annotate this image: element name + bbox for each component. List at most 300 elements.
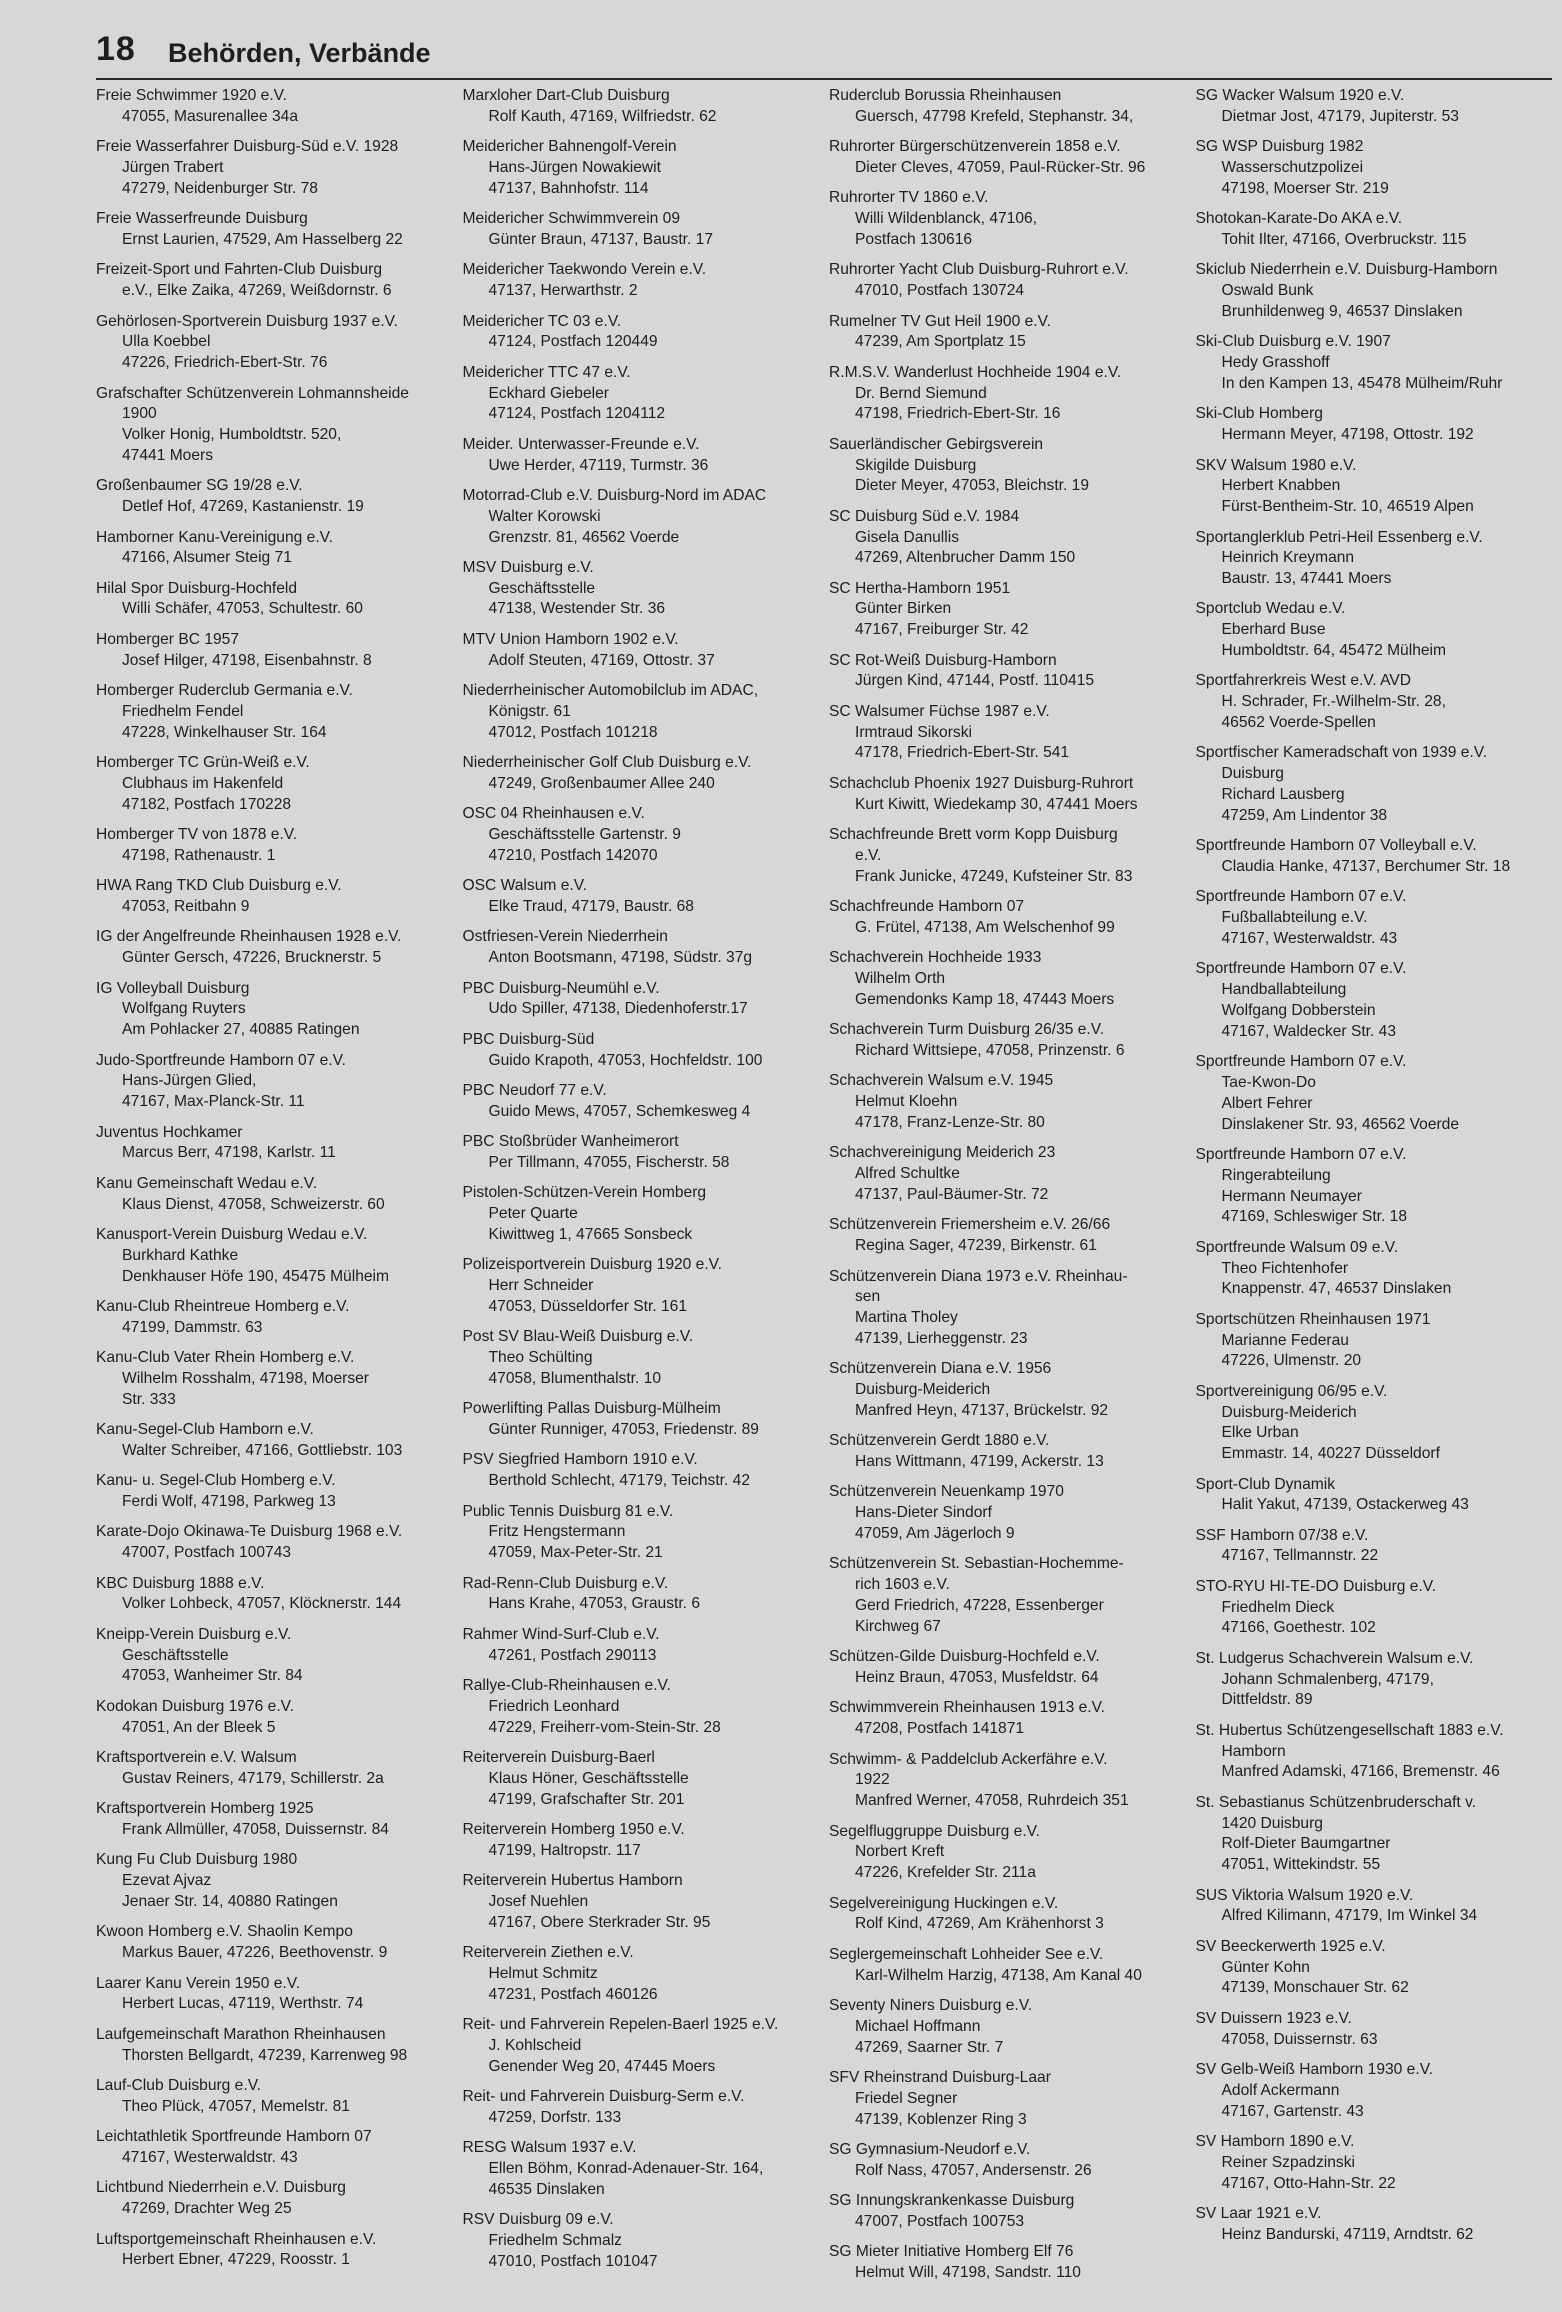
section-title: Behörden, Verbände [168, 38, 431, 68]
entry-name: Schachfreunde Hamborn 07 [829, 898, 1025, 916]
entry-detail-line: Adolf Ackermann [1221, 2081, 1340, 2099]
entry-detail-line: 46535 Dinslaken [488, 2180, 605, 2198]
entry-name: Kanusport-Verein Duisburg Wedau e.V. [96, 1225, 368, 1243]
directory-entry [829, 1822, 1178, 1884]
column-3 [829, 86, 1178, 2294]
directory-entry [96, 1697, 445, 1739]
directory-entry [96, 476, 445, 518]
directory-entry [96, 137, 445, 199]
entry-detail-line: 47010, Postfach 101047 [488, 2252, 658, 2270]
column-1 [96, 86, 445, 2294]
directory-entry [463, 1183, 812, 1245]
entry-detail-line: Volker Honig, Humboldtstr. 520, [122, 426, 342, 444]
entry-name: Schützenverein Neuenkamp 1970 [829, 1483, 1064, 1501]
entry-detail-line: Oswald Bunk [1221, 282, 1314, 300]
directory-entry [463, 1871, 812, 1933]
directory-entry [1196, 959, 1545, 1042]
directory-entry [463, 979, 812, 1021]
entry-detail-line: Günter Birken [855, 600, 952, 618]
entry-detail-line: Burkhard Kathke [122, 1246, 239, 1264]
entry-detail-line: 47199, Dammstr. 63 [122, 1318, 263, 1336]
entry-detail-line: Rolf Kauth, 47169, Wilfriedstr. 62 [488, 107, 717, 125]
directory-entry [463, 1820, 812, 1862]
entry-name: Rad-Renn-Club Duisburg e.V. [462, 1574, 669, 1592]
entry-detail-line: Postfach 130616 [855, 230, 973, 248]
entry-detail-line: 47269, Drachter Weg 25 [122, 2200, 292, 2218]
entry-detail-line: Theo Schülting [488, 1349, 593, 1367]
entry-detail-line: Kirchweg 67 [855, 1617, 941, 1635]
entry-detail-line: sen [855, 1288, 881, 1306]
directory-entry [463, 753, 812, 795]
entry-detail-line: Guersch, 47798 Krefeld, Stephanstr. 34, [855, 107, 1134, 125]
entry-name: Kraftsportverein Homberg 1925 [96, 1800, 314, 1818]
entry-detail-line: Helmut Kloehn [855, 1093, 958, 1111]
entry-detail-line: Friedhelm Dieck [1221, 1598, 1335, 1616]
directory-entry [829, 2242, 1178, 2284]
entry-name: Kanu Gemeinschaft Wedau e.V. [96, 1174, 318, 1192]
directory-entry [463, 558, 812, 620]
entry-detail-line: Brunhildenweg 9, 46537 Dinslaken [1221, 302, 1463, 320]
entry-detail-line: 47269, Altenbrucher Damm 150 [855, 549, 1076, 567]
entry-detail-line: e.V. [855, 846, 882, 864]
entry-name: Kneipp-Verein Duisburg e.V. [96, 1625, 292, 1643]
entry-name: Sportclub Wedau e.V. [1195, 600, 1346, 618]
entry-detail-line: Elke Urban [1221, 1424, 1299, 1442]
directory-entry [96, 753, 445, 815]
entry-name: Leichtathletik Sportfreunde Hamborn 07 [96, 2128, 372, 2146]
entry-detail-line: Marianne Federau [1221, 1331, 1349, 1349]
entry-name: Schützenverein Diana 1973 e.V. Rheinhau- [829, 1267, 1128, 1285]
directory-entry [463, 209, 812, 251]
directory-entry [1196, 599, 1545, 661]
entry-detail-line: 47051, Wittekindstr. 55 [1221, 1856, 1381, 1874]
directory-entry [96, 384, 445, 467]
entry-name: HWA Rang TKD Club Duisburg e.V. [96, 877, 342, 895]
directory-entry [463, 260, 812, 302]
column-4 [1196, 86, 1545, 2294]
directory-entry [96, 1051, 445, 1113]
entry-detail-line: Eberhard Buse [1221, 621, 1326, 639]
entry-detail-line: Martina Tholey [855, 1309, 958, 1327]
entry-detail-line: 47053, Reitbahn 9 [122, 898, 250, 916]
directory-entry [463, 1255, 812, 1317]
directory-entry [96, 2025, 445, 2067]
entry-detail-line: Uwe Herder, 47119, Turmstr. 36 [488, 456, 709, 474]
entry-name: SV Gelb-Weiß Hamborn 1930 e.V. [1195, 2060, 1433, 2078]
entry-name: St. Hubertus Schützengesellschaft 1883 e.V. [1195, 1721, 1504, 1739]
entry-detail-line: Friedel Segner [855, 2089, 958, 2107]
entry-detail-line: Udo Spiller, 47138, Diedenhoferstr.17 [488, 1000, 748, 1018]
directory-entry [1196, 1145, 1545, 1228]
entry-detail-line: Denkhauser Höfe 190, 45475 Mülheim [122, 1267, 389, 1285]
directory-entry [1196, 887, 1545, 949]
entry-detail-line: 47167, Obere Sterkrader Str. 95 [488, 1913, 711, 1931]
entry-name: St. Sebastianus Schützenbruderschaft v. [1195, 1793, 1477, 1811]
entry-name: OSC 04 Rheinhausen e.V. [462, 805, 645, 823]
entry-name: Ski-Club Duisburg e.V. 1907 [1195, 333, 1391, 351]
directory-entry [1196, 1721, 1545, 1783]
entry-detail-line: 47259, Am Lindentor 38 [1221, 806, 1388, 824]
entry-detail-line: Eckhard Giebeler [488, 384, 609, 402]
entry-name: SFV Rheinstrand Duisburg-Laar [829, 2068, 1051, 2086]
entry-detail-line: 47178, Friedrich-Ebert-Str. 541 [855, 744, 1070, 762]
entry-detail-line: 47166, Goethestr. 102 [1221, 1619, 1376, 1637]
entry-detail-line: 47167, Gartenstr. 43 [1221, 2102, 1364, 2120]
entry-detail-line: Alfred Kilimann, 47179, Im Winkel 34 [1221, 1907, 1478, 1925]
entry-detail-line: Thorsten Bellgardt, 47239, Karrenweg 98 [122, 2046, 408, 2064]
directory-entry [1196, 332, 1545, 394]
entry-detail-line: Manfred Adamski, 47166, Bremenstr. 46 [1221, 1763, 1500, 1781]
entry-detail-line: 47167, Tellmannstr. 22 [1221, 1547, 1379, 1565]
directory-entry [829, 1945, 1178, 1987]
entry-detail-line: 47058, Duissernstr. 63 [1221, 2030, 1378, 2048]
entry-name: Schachverein Turm Duisburg 26/35 e.V. [829, 1021, 1105, 1039]
entry-detail-line: Regina Sager, 47239, Birkenstr. 61 [855, 1237, 1097, 1255]
entry-name: Homberger TV von 1878 e.V. [96, 826, 298, 844]
directory-entry [96, 927, 445, 969]
entry-detail-line: Markus Bauer, 47226, Beethovenstr. 9 [122, 1944, 388, 1962]
directory-entry [96, 2230, 445, 2272]
entry-detail-line: Michael Hoffmann [855, 2017, 981, 2035]
entry-name: KBC Duisburg 1888 e.V. [96, 1574, 265, 1592]
entry-detail-line: Friedrich Leonhard [488, 1697, 620, 1715]
page-number: 18 [96, 30, 136, 68]
directory-entry [96, 312, 445, 374]
entry-detail-line: Günter Runniger, 47053, Friedenstr. 89 [488, 1421, 759, 1439]
entry-name: Luftsportgemeinschaft Rheinhausen e.V. [96, 2230, 377, 2248]
directory-entry [463, 86, 812, 128]
directory-entry [829, 2191, 1178, 2233]
entry-name: Schützenverein Diana e.V. 1956 [829, 1360, 1052, 1378]
directory-entry [96, 1225, 445, 1287]
entry-name: Ruhrorter Yacht Club Duisburg-Ruhrort e.V. [829, 261, 1129, 279]
directory-entry [1196, 743, 1545, 826]
entry-name: Kanu-Segel-Club Hamborn e.V. [96, 1421, 314, 1439]
directory-entry [96, 1850, 445, 1912]
entry-detail-line: 1900 [122, 405, 157, 423]
entry-name: Sportfreunde Hamborn 07 e.V. [1195, 1053, 1407, 1071]
entry-name: Schützen-Gilde Duisburg-Hochfeld e.V. [829, 1648, 1100, 1666]
entry-name: Sauerländischer Gebirgsverein [829, 435, 1044, 453]
entry-detail-line: Wilhelm Orth [855, 970, 946, 987]
entry-name: SV Hamborn 1890 e.V. [1195, 2132, 1355, 2150]
directory-entry [1196, 137, 1545, 199]
entry-detail-line: Königstr. 61 [488, 702, 571, 720]
directory-entry [1196, 1886, 1545, 1928]
entry-name: Seglergemeinschaft Lohheider See e.V. [829, 1945, 1104, 1963]
directory-entry [829, 2068, 1178, 2130]
entry-detail-line: Kurt Kiwitt, Wiedekamp 30, 47441 Moers [855, 795, 1138, 813]
entry-detail-line: 47198, Rathenaustr. 1 [122, 846, 276, 864]
entry-detail-line: Manfred Heyn, 47137, Brückelstr. 92 [855, 1401, 1109, 1419]
entry-name: Post SV Blau-Weiß Duisburg e.V. [462, 1328, 694, 1346]
entry-detail-line: Humboldtstr. 64, 45472 Mülheim [1221, 642, 1446, 660]
entry-detail-line: Günter Kohn [1221, 1958, 1310, 1976]
entry-detail-line: Am Pohlacker 27, 40885 Ratingen [122, 1021, 360, 1039]
entry-name: Public Tennis Duisburg 81 e.V. [462, 1502, 674, 1520]
entry-detail-line: 47198, Friedrich-Ebert-Str. 16 [855, 405, 1061, 423]
directory-entry [829, 897, 1178, 939]
entry-detail-line: 47249, Großenbaumer Allee 240 [488, 774, 715, 792]
entry-detail-line: Helmut Will, 47198, Sandstr. 110 [855, 2264, 1081, 2282]
entry-name: Reiterverein Ziethen e.V. [462, 1944, 634, 1962]
directory-entry [829, 1750, 1178, 1812]
entry-detail-line: Theo Fichtenhofer [1221, 1259, 1349, 1277]
directory-entry [829, 774, 1178, 816]
entry-detail-line: Adolf Steuten, 47169, Ottostr. 37 [488, 651, 715, 669]
entry-detail-line: Gerd Friedrich, 47228, Essenberger [855, 1597, 1104, 1615]
entry-detail-line: Herbert Knabben [1221, 477, 1341, 495]
entry-detail-line: Wasserschutzpolizei [1221, 158, 1364, 176]
entry-name: Seventy Niners Duisburg e.V. [829, 1996, 1033, 2014]
entry-detail-line: Anton Bootsmann, 47198, Südstr. 37g [488, 949, 753, 967]
directory-entry [829, 825, 1178, 887]
directory-entry [463, 363, 812, 425]
directory-entry [829, 1431, 1178, 1473]
directory-entry [463, 486, 812, 548]
entry-name: Juventus Hochkamer [96, 1123, 243, 1141]
entry-name: Rallye-Club-Rheinhausen e.V. [462, 1677, 671, 1695]
directory-entry [463, 1943, 812, 2005]
directory-entry [829, 137, 1178, 179]
entry-name: Schachfreunde Brett vorm Kopp Duisburg [829, 826, 1118, 844]
directory-entry [96, 876, 445, 918]
directory-entry [463, 804, 812, 866]
directory-entry [829, 188, 1178, 250]
entry-name: Meidericher TC 03 e.V. [462, 312, 622, 330]
entry-detail-line: Walter Schreiber, 47166, Gottliebstr. 103 [122, 1441, 403, 1459]
entry-name: Kwoon Homberg e.V. Shaolin Kempo [96, 1923, 353, 1941]
entry-name: Kanu-Club Rheintreue Homberg e.V. [96, 1297, 350, 1315]
directory-entry [463, 2015, 812, 2077]
directory-entry [463, 630, 812, 672]
entry-detail-line: Karl-Wilhelm Harzig, 47138, Am Kanal 40 [855, 1966, 1142, 1984]
entry-name: Sportvereinigung 06/95 e.V. [1195, 1382, 1388, 1400]
entry-name: Sportfreunde Walsum 09 e.V. [1195, 1238, 1399, 1256]
entry-detail-line: Marcus Berr, 47198, Karlstr. 11 [122, 1144, 336, 1162]
entry-detail-line: Heinz Braun, 47053, Musfeldstr. 64 [855, 1669, 1099, 1687]
entry-detail-line: 47053, Wanheimer Str. 84 [122, 1667, 303, 1685]
entry-detail-line: 47229, Freiherr-vom-Stein-Str. 28 [488, 1718, 721, 1736]
entry-name: SG Wacker Walsum 1920 e.V. [1195, 87, 1405, 104]
entry-detail-line: Grenzstr. 81, 46562 Voerde [488, 528, 680, 546]
entry-detail-line: Dr. Bernd Siemund [855, 384, 987, 402]
entry-name: MSV Duisburg e.V. [462, 558, 594, 576]
entry-name: Sportfahrerkreis West e.V. AVD [1195, 672, 1412, 690]
entry-detail-line: 47167, Waldecker Str. 43 [1221, 1022, 1397, 1040]
entry-detail-line: 47226, Ulmenstr. 20 [1221, 1352, 1362, 1370]
entry-detail-line: Dinslakener Str. 93, 46562 Voerde [1221, 1115, 1460, 1133]
entry-name: Marxloher Dart-Club Duisburg [462, 87, 670, 104]
directory-entry [829, 1143, 1178, 1205]
entry-detail-line: Rolf Nass, 47057, Andersenstr. 26 [855, 2161, 1092, 2179]
entry-name: Reiterverein Homberg 1950 e.V. [462, 1821, 685, 1838]
directory-entry [1196, 2132, 1545, 2194]
directory-entry [829, 1996, 1178, 2058]
entry-name: Segelfluggruppe Duisburg e.V. [829, 1822, 1040, 1840]
directory-entry [96, 1174, 445, 1216]
directory-entry [96, 528, 445, 570]
directory-entry [829, 1647, 1178, 1689]
entry-detail-line: 47138, Westender Str. 36 [488, 600, 666, 618]
entry-name: Rahmer Wind-Surf-Club e.V. [462, 1625, 660, 1643]
entry-detail-line: Str. 333 [122, 1390, 176, 1408]
entry-name: Meidericher Taekwondo Verein e.V. [462, 261, 707, 279]
directory-entry [463, 312, 812, 354]
entry-name: Sport-Club Dynamik [1195, 1475, 1336, 1493]
entry-name: Meidericher Schwimmverein 09 [462, 210, 681, 228]
directory-entry [829, 363, 1178, 425]
entry-detail-line: Fürst-Bentheim-Str. 10, 46519 Alpen [1221, 498, 1474, 516]
directory-entry [829, 435, 1178, 497]
directory-entry [829, 1267, 1178, 1350]
entry-name: Reit- und Fahrverein Repelen-Baerl 1925 e.V. [462, 2016, 779, 2034]
entry-detail-line: Tae-Kwon-Do [1221, 1073, 1316, 1091]
directory-entry [1196, 836, 1545, 878]
entry-name: Motorrad-Club e.V. Duisburg-Nord im ADAC [462, 486, 767, 504]
entry-name: Laarer Kanu Verein 1950 e.V. [96, 1974, 301, 1992]
entry-detail-line: 46562 Voerde-Spellen [1221, 714, 1376, 732]
directory-entry [829, 507, 1178, 569]
directory-entry [463, 1030, 812, 1072]
entry-detail-line: Wolfgang Dobberstein [1221, 1002, 1376, 1019]
directory-entry [1196, 1238, 1545, 1300]
entry-name: RESG Walsum 1937 e.V. [462, 2139, 637, 2157]
entry-name: Sportfreunde Hamborn 07 e.V. [1195, 888, 1407, 906]
entry-detail-line: 47167, Freiburger Str. 42 [855, 621, 1029, 639]
entry-name: SUS Viktoria Walsum 1920 e.V. [1195, 1886, 1414, 1904]
entry-detail-line: Albert Fehrer [1221, 1094, 1313, 1112]
entry-detail-line: Claudia Hanke, 47137, Berchumer Str. 18 [1221, 858, 1511, 876]
directory-entry [96, 1574, 445, 1616]
entry-detail-line: Manfred Werner, 47058, Ruhrdeich 351 [855, 1792, 1129, 1810]
directory-entry [829, 86, 1178, 128]
directory-entry [463, 1450, 812, 1492]
entry-detail-line: 47058, Blumenthalstr. 10 [488, 1369, 662, 1387]
entry-name: Ski-Club Homberg [1195, 405, 1323, 423]
directory-entry [463, 876, 812, 918]
page-header [96, 28, 1552, 80]
entry-name: Freie Wasserfreunde Duisburg [96, 210, 308, 228]
entry-detail-line: 47139, Monschauer Str. 62 [1221, 1979, 1409, 1997]
entry-detail-line: 47182, Postfach 170228 [122, 795, 292, 813]
directory-entry [829, 702, 1178, 764]
directory-entry [1196, 1649, 1545, 1711]
entry-name: Schützenverein St. Sebastian-Hochemme- [829, 1555, 1124, 1573]
entry-detail-line: Duisburg-Meiderich [1221, 1403, 1357, 1421]
directory-entry [1196, 1937, 1545, 1999]
directory-entry [463, 1502, 812, 1564]
entry-detail-line: Heinrich Kreymann [1221, 549, 1355, 567]
entry-detail-line: Hamborn [1221, 1742, 1286, 1760]
entry-name: Skiclub Niederrhein e.V. Duisburg-Hamborn [1195, 261, 1498, 279]
entry-detail-line: 47199, Grafschafter Str. 201 [488, 1790, 685, 1808]
entry-name: Reit- und Fahrverein Duisburg-Serm e.V. [462, 2088, 745, 2106]
entry-detail-line: Ulla Koebbel [122, 333, 211, 351]
entry-name: Segelvereinigung Huckingen e.V. [829, 1894, 1059, 1912]
entry-detail-line: Elke Traud, 47179, Baustr. 68 [488, 898, 694, 916]
entry-detail-line: 47208, Postfach 141871 [855, 1720, 1025, 1738]
entry-name: Schwimm- & Paddelclub Ackerfähre e.V. [829, 1750, 1108, 1768]
entry-name: Sportfischer Kameradschaft von 1939 e.V. [1195, 744, 1488, 762]
entry-name: MTV Union Hamborn 1902 e.V. [462, 630, 679, 648]
entry-detail-line: Frank Allmüller, 47058, Duissernstr. 84 [122, 1821, 389, 1838]
entry-name: Pistolen-Schützen-Verein Homberg [462, 1184, 707, 1202]
entry-detail-line: 47139, Lierheggenstr. 23 [855, 1329, 1028, 1347]
entry-detail-line: 47259, Dorfstr. 133 [488, 2108, 622, 2126]
directory-entry [1196, 1793, 1545, 1876]
directory-entry [96, 1522, 445, 1564]
entry-detail-line: 47010, Postfach 130724 [855, 282, 1025, 300]
directory-entry [96, 1625, 445, 1687]
entry-name: Schachclub Phoenix 1927 Duisburg-Ruhrort [829, 774, 1134, 792]
entry-detail-line: Klaus Höner, Geschäftsstelle [488, 1769, 689, 1787]
directory-entry [1196, 404, 1545, 446]
entry-name: Sportfreunde Hamborn 07 e.V. [1195, 1145, 1407, 1163]
directory-entry [463, 927, 812, 969]
directory-entry [463, 137, 812, 199]
entry-detail-line: rich 1603 e.V. [855, 1576, 950, 1594]
directory-entry [96, 681, 445, 743]
entry-detail-line: 47059, Am Jägerloch 9 [855, 1525, 1015, 1543]
directory-entry [1196, 1310, 1545, 1372]
directory-entry [96, 825, 445, 867]
entry-detail-line: Rolf Kind, 47269, Am Krähenhorst 3 [855, 1915, 1104, 1933]
entry-name: SG Mieter Initiative Homberg Elf 76 [829, 2243, 1074, 2261]
entry-name: Powerlifting Pallas Duisburg-Mülheim [462, 1400, 721, 1418]
directory-entry [829, 948, 1178, 1010]
entry-detail-line: 47051, An der Bleek 5 [122, 1718, 276, 1736]
entry-detail-line: Peter Quarte [488, 1205, 578, 1223]
entry-detail-line: Friedhelm Schmalz [488, 2232, 622, 2250]
entry-name: SG Gymnasium-Neudorf e.V. [829, 2140, 1031, 2158]
entry-detail-line: Friedhelm Fendel [122, 702, 244, 720]
directory-entry [463, 435, 812, 477]
entry-detail-line: Helmut Schmitz [488, 1964, 598, 1982]
entry-detail-line: 47007, Postfach 100753 [855, 2212, 1025, 2230]
entry-detail-line: Reiner Szpadzinski [1221, 2153, 1355, 2171]
entry-detail-line: Richard Wittsiepe, 47058, Prinzenstr. 6 [855, 1041, 1125, 1059]
entry-detail-line: e.V., Elke Zaika, 47269, Weißdornstr. 6 [122, 282, 392, 300]
directory-entry [463, 681, 812, 743]
directory-entry [96, 2178, 445, 2220]
entry-name: Kanu-Club Vater Rhein Homberg e.V. [96, 1349, 355, 1367]
entry-name: Sportanglerklub Petri-Heil Essenberg e.V. [1195, 528, 1483, 546]
directory-entry [1196, 86, 1545, 128]
directory-entry [829, 312, 1178, 354]
entry-detail-line: 47012, Postfach 101218 [488, 723, 658, 741]
entry-detail-line: Dittfeldstr. 89 [1221, 1691, 1313, 1709]
directory-entry [1196, 1526, 1545, 1568]
entry-detail-line: Baustr. 13, 47441 Moers [1221, 570, 1392, 588]
entry-detail-line: Genender Weg 20, 47445 Moers [488, 2057, 716, 2075]
entry-detail-line: Jenaer Str. 14, 40880 Ratingen [122, 1892, 338, 1910]
entry-detail-line: 47167, Westerwaldstr. 43 [122, 2148, 298, 2166]
entry-name: Meidericher Bahnengolf-Verein [462, 138, 677, 156]
entry-detail-line: 47139, Koblenzer Ring 3 [855, 2110, 1027, 2128]
entry-name: Schützenverein Gerdt 1880 e.V. [829, 1432, 1050, 1450]
entry-detail-line: 47137, Bahnhofstr. 114 [488, 179, 649, 197]
directory-entry [1196, 2204, 1545, 2246]
entry-name: Grafschafter Schützenverein Lohmannsheide [96, 384, 409, 402]
entry-name: Niederrheinischer Automobilclub im ADAC, [462, 682, 759, 700]
entry-detail-line: Josef Hilger, 47198, Eisenbahnstr. 8 [122, 651, 372, 669]
directory-entry [829, 1359, 1178, 1421]
entry-name: Homberger TC Grün-Weiß e.V. [96, 754, 310, 772]
entry-detail-line: Jürgen Trabert [122, 158, 224, 176]
directory-entry [1196, 209, 1545, 251]
entry-detail-line: Theo Plück, 47057, Memelstr. 81 [122, 2097, 350, 2115]
